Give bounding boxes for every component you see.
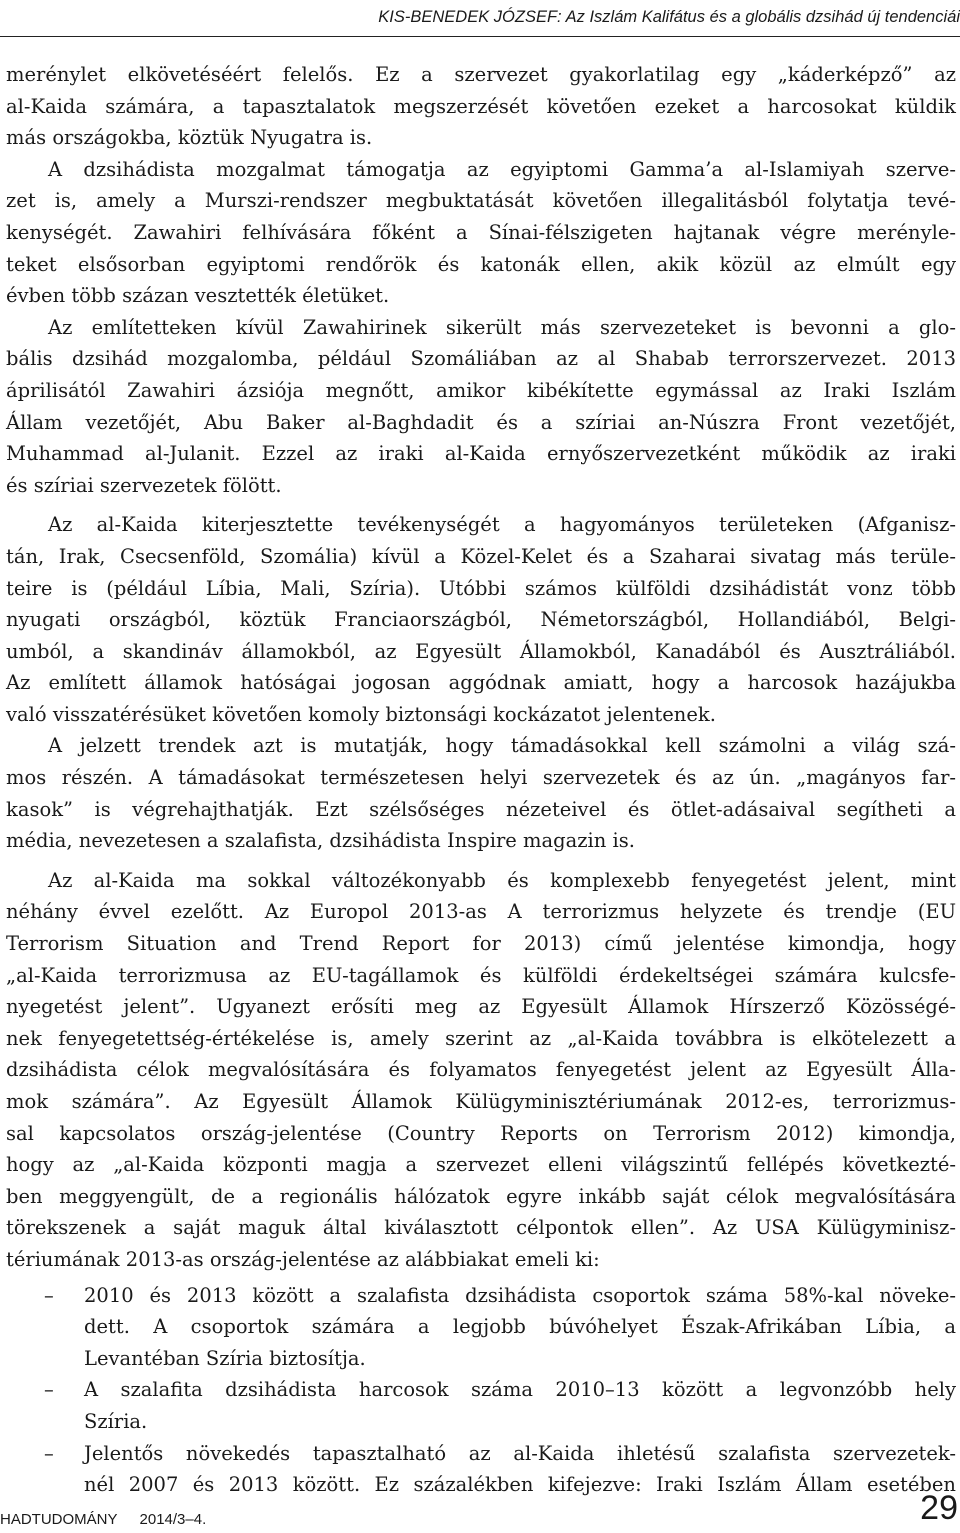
text-line: más országokba, köztük Nyugatra is. bbox=[6, 126, 373, 150]
list-item bbox=[6, 1438, 956, 1501]
article-body bbox=[6, 59, 956, 1501]
paragraph bbox=[6, 865, 956, 1276]
text-line: tán, Irak, Csecsenföld, Szomália) kívül a Közel-Kelet és a Szaharai sivatag más terüle- bbox=[6, 544, 956, 568]
text-line: média, nevezetesen a szalafista, dzsihádista Inspire magazin is. bbox=[6, 829, 635, 853]
text-line: al-Kaida számára, a tapasztalatok megszerzését követően ezeket a harcosokat küldik bbox=[6, 94, 956, 118]
text-line: nek fenyegetettség-értékelése is, amely szerint az „al-Kaida továbbra is elkötelezett a bbox=[6, 1026, 956, 1050]
text-line: áprilisától Zawahiri ázsiója megnőtt, amikor kibékítette egymással az Iraki Iszlám bbox=[6, 378, 956, 402]
text-line: teket elsősorban egyiptomi rendőrök és katonák ellen, akik közül az elmúlt egy bbox=[6, 252, 956, 276]
text-line: Az al-Kaida ma sokkal változékonyabb és komplexebb fenyegetést jelent, mint bbox=[48, 868, 956, 892]
dash-bullet: – bbox=[44, 1441, 54, 1465]
text-line: teire is (például Líbia, Mali, Szíria). Utóbbi számos külföldi dzsihádistát vonz több bbox=[6, 576, 956, 600]
text-line: ben meggyengült, de a regionális hálózatok egyre inkább saját célok megvalósítására bbox=[6, 1184, 956, 1208]
text-line: tériumának 2013-as ország-jelentése az alábbiakat emeli ki: bbox=[6, 1247, 600, 1271]
text-line: 2010 és 2013 között a szalafista dzsihádista csoportok száma 58%-kal növeke- bbox=[84, 1283, 956, 1307]
text-line: „al-Kaida terrorizmusa az EU-tagállamok és külföldi érdekeltségei számára kulcsfe- bbox=[6, 963, 956, 987]
paragraph bbox=[6, 154, 956, 312]
text-line: és szíriai szervezetek fölött. bbox=[6, 473, 282, 497]
text-line: való visszatérésüket követően komoly biztonsági kockázatot jelentenek. bbox=[6, 702, 716, 726]
text-line: Muhammad al-Julanit. Ezzel az iraki al-Kaida ernyőszervezetként működik az iraki bbox=[6, 442, 956, 466]
text-line: A jelzett trendek azt is mutatják, hogy támadásokkal kell számolni a világ szá- bbox=[48, 734, 956, 758]
text-line: hogy az „al-Kaida központi magja a szervezet elleni világszintű fellépés következté- bbox=[6, 1153, 956, 1177]
list-item bbox=[6, 1374, 956, 1437]
text-line: sal kapcsolatos ország-jelentése (Country Reports on Terrorism 2012) kimondja, bbox=[6, 1121, 956, 1145]
list-item bbox=[6, 1280, 956, 1375]
text-line: Az említetteken kívül Zawahirinek sikerült más szervezeteket is bevonni a glo- bbox=[48, 315, 956, 339]
text-line: nyegetést jelent”. Ugyanezt erősíti meg az Egyesült Államok Hírszerző Közösségé- bbox=[6, 995, 956, 1019]
text-line: mos részén. A támadásokat természetesen helyi szervezetek és az ún. „magányos far- bbox=[6, 766, 956, 790]
dash-bullet: – bbox=[44, 1378, 54, 1402]
text-line: Szíria. bbox=[84, 1409, 148, 1433]
text-line: dzsihádista célok megvalósítására és folyamatos fenyegetést jelent az Egyesült Álla- bbox=[6, 1058, 956, 1082]
paragraph bbox=[6, 312, 956, 502]
bullet-list bbox=[6, 1280, 956, 1501]
text-line: zet is, amely a Murszi-rendszer megbuktatását követően illegalitásból folytatja tevé- bbox=[6, 189, 956, 213]
text-line: néhány évvel ezelőtt. Az Europol 2013-as A terrorizmus helyzete és trendje (EU bbox=[6, 900, 956, 924]
paragraph bbox=[6, 730, 956, 856]
text-line: merénylet elkövetéséért felelős. Ez a szervezet gyakorlatilag egy „káderképző” az bbox=[6, 63, 956, 86]
text-line: bális dzsihád mozgalomba, például Szomáliában az al Shabab terrorszervezet. 2013 bbox=[6, 347, 956, 371]
page-number: 29 bbox=[920, 1489, 958, 1527]
text-line: nyugati országból, köztük Franciaországból, Németországból, Hollandiából, Belgi- bbox=[6, 608, 956, 632]
text-line: Az al-Kaida kiterjesztette tevékenységét a hagyományos területeken (Afganisz- bbox=[48, 513, 956, 537]
paragraph bbox=[6, 59, 956, 154]
text-line: A dzsihádista mozgalmat támogatja az egyiptomi Gamma’a al-Islamiyah szerve- bbox=[48, 157, 956, 181]
dash-bullet: – bbox=[44, 1283, 54, 1307]
text-line: kasok” is végrehajthatják. Ezt szélsőséges nézeteivel és ötlet-adásaival segítheti a bbox=[6, 797, 956, 821]
running-head: KIS-BENEDEK JÓZSEF: Az Iszlám Kalifátus és a globális dzsihád új tendenciái bbox=[0, 2, 960, 37]
text-line: Az említett államok hatóságai jogosan aggódnak amiatt, hogy a harcosok hazájukba bbox=[6, 671, 956, 695]
text-line: dett. A csoportok számára a legjobb búvóhelyet Észak-Afrikában Líbia, a bbox=[84, 1315, 956, 1339]
text-line: umból, a skandináv államokból, az Egyesült Államokból, Kanadából és Ausztráliából. bbox=[6, 639, 956, 663]
text-line: évben több százan vesztették életüket. bbox=[6, 284, 390, 308]
journal-name: HADTUDOMÁNY bbox=[0, 1511, 118, 1528]
text-line: A szalafita dzsihádista harcosok száma 2010–13 között a legvonzóbb hely bbox=[84, 1378, 956, 1402]
text-line: Állam vezetőjét, Abu Baker al-Baghdadit és a szíriai an-Núszra Front vezetőjét, bbox=[6, 410, 956, 434]
issue-number: 2014/3–4. bbox=[139, 1511, 207, 1528]
footer-journal bbox=[0, 1511, 206, 1528]
text-line: nél 2007 és 2013 között. Ez százalékben kifejezve: Iraki Iszlám Állam esetében bbox=[84, 1473, 956, 1497]
text-line: mok számára”. Az Egyesült Államok Külügyminisztériumának 2012-es, terrorizmus- bbox=[6, 1090, 956, 1113]
text-line: Levantéban Szíria biztosítja. bbox=[84, 1346, 366, 1370]
paragraph bbox=[6, 509, 956, 730]
text-line: törekszenek a saját maguk által kiválasztott célpontok ellen”. Az USA Külügyminisz- bbox=[6, 1216, 956, 1240]
text-line: Jelentős növekedés tapasztalható az al-Kaida ihletésű szalafista szervezetek- bbox=[84, 1441, 956, 1465]
text-line: kenységét. Zawahiri felhívására főként a Sínai-félszigeten hajtanak végre merényle- bbox=[6, 220, 956, 244]
text-line: Terrorism Situation and Trend Report for 2013) című jelentése kimondja, hogy bbox=[6, 932, 956, 956]
